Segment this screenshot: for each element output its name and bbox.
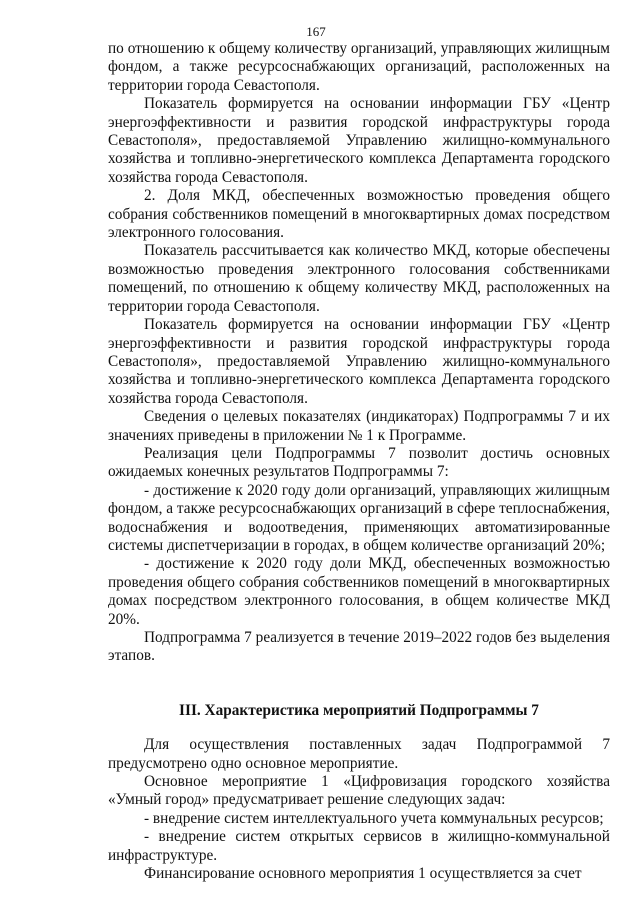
list-item: - внедрение систем открытых сервисов в жилищно-коммунальной инфраструктуре. — [108, 828, 610, 864]
paragraph: Основное мероприятие 1 «Цифровизация городского хозяйства «Умный город» предусматривает решение следующих задач: — [108, 773, 610, 809]
paragraph: Показатель формируется на основании информации ГБУ «Центр энергоэффективности и развития городской инфраструктуры города Севастополя», предоставляемой Управлению жилищно-коммунального хозяйства и топливно-энергетического комплекса Департамента городского хозяйства города Севастополя. — [108, 95, 610, 186]
paragraph-indicator-2: 2. Доля МКД, обеспеченных возможностью проведения общего собрания собственников помещений в многоквартирных домах посредством электронного голосования. — [108, 187, 610, 242]
list-item: - достижение к 2020 году доли МКД, обеспеченных возможностью проведения общего собрания собственников помещений в многоквартирных домах посредством электронного голосования, в общем количестве МКД 20%. — [108, 555, 610, 628]
paragraph: Подпрограмма 7 реализуется в течение 2019–2022 годов без выделения этапов. — [108, 629, 610, 665]
paragraph: Для осуществления поставленных задач Подпрограммой 7 предусмотрено одно основное мероприятие. — [108, 736, 610, 772]
paragraph: по отношению к общему количеству организаций, управляющих жилищным фондом, а также ресурсоснабжающих организаций, расположенных на территории города Севастополя. — [108, 40, 610, 94]
section-heading: III. Характеристика мероприятий Подпрограммы 7 — [179, 701, 539, 719]
list-item: - внедрение систем интеллектуального учета коммунальных ресурсов; — [144, 809, 604, 827]
paragraph: Сведения о целевых показателях (индикаторах) Подпрограммы 7 и их значениях приведены в приложении № 1 к Программе. — [108, 408, 610, 444]
page-number: 167 — [306, 24, 326, 39]
paragraph: Показатель формируется на основании информации ГБУ «Центр энергоэффективности и развития городской инфраструктуры города Севастополя», предоставляемой Управлению жилищно-коммунального хозяйства и топливно-энергетического комплекса Департамента городского хозяйства города Севастополя. — [108, 316, 610, 407]
paragraph: Показатель рассчитывается как количество МКД, которые обеспечены возможностью проведения электронного голосования собственниками помещений, по отношению к общему количеству МКД, расположенных на территории города Севастополя. — [108, 242, 610, 315]
list-item: - достижение к 2020 году доли организаций, управляющих жилищным фондом, а также ресурсоснабжающих организаций в сфере теплоснабжения, водоснабжения и водоотведения, применяющих автоматизированные системы диспетчеризации в городах, в общем количестве организаций 20%; — [108, 481, 610, 554]
document-body — [108, 40, 610, 883]
paragraph: Реализация цели Подпрограммы 7 позволит достичь основных ожидаемых конечных результатов Подпрограммы 7: — [108, 444, 610, 481]
paragraph: Финансирование основного мероприятия 1 осуществляется за счет — [144, 865, 582, 883]
